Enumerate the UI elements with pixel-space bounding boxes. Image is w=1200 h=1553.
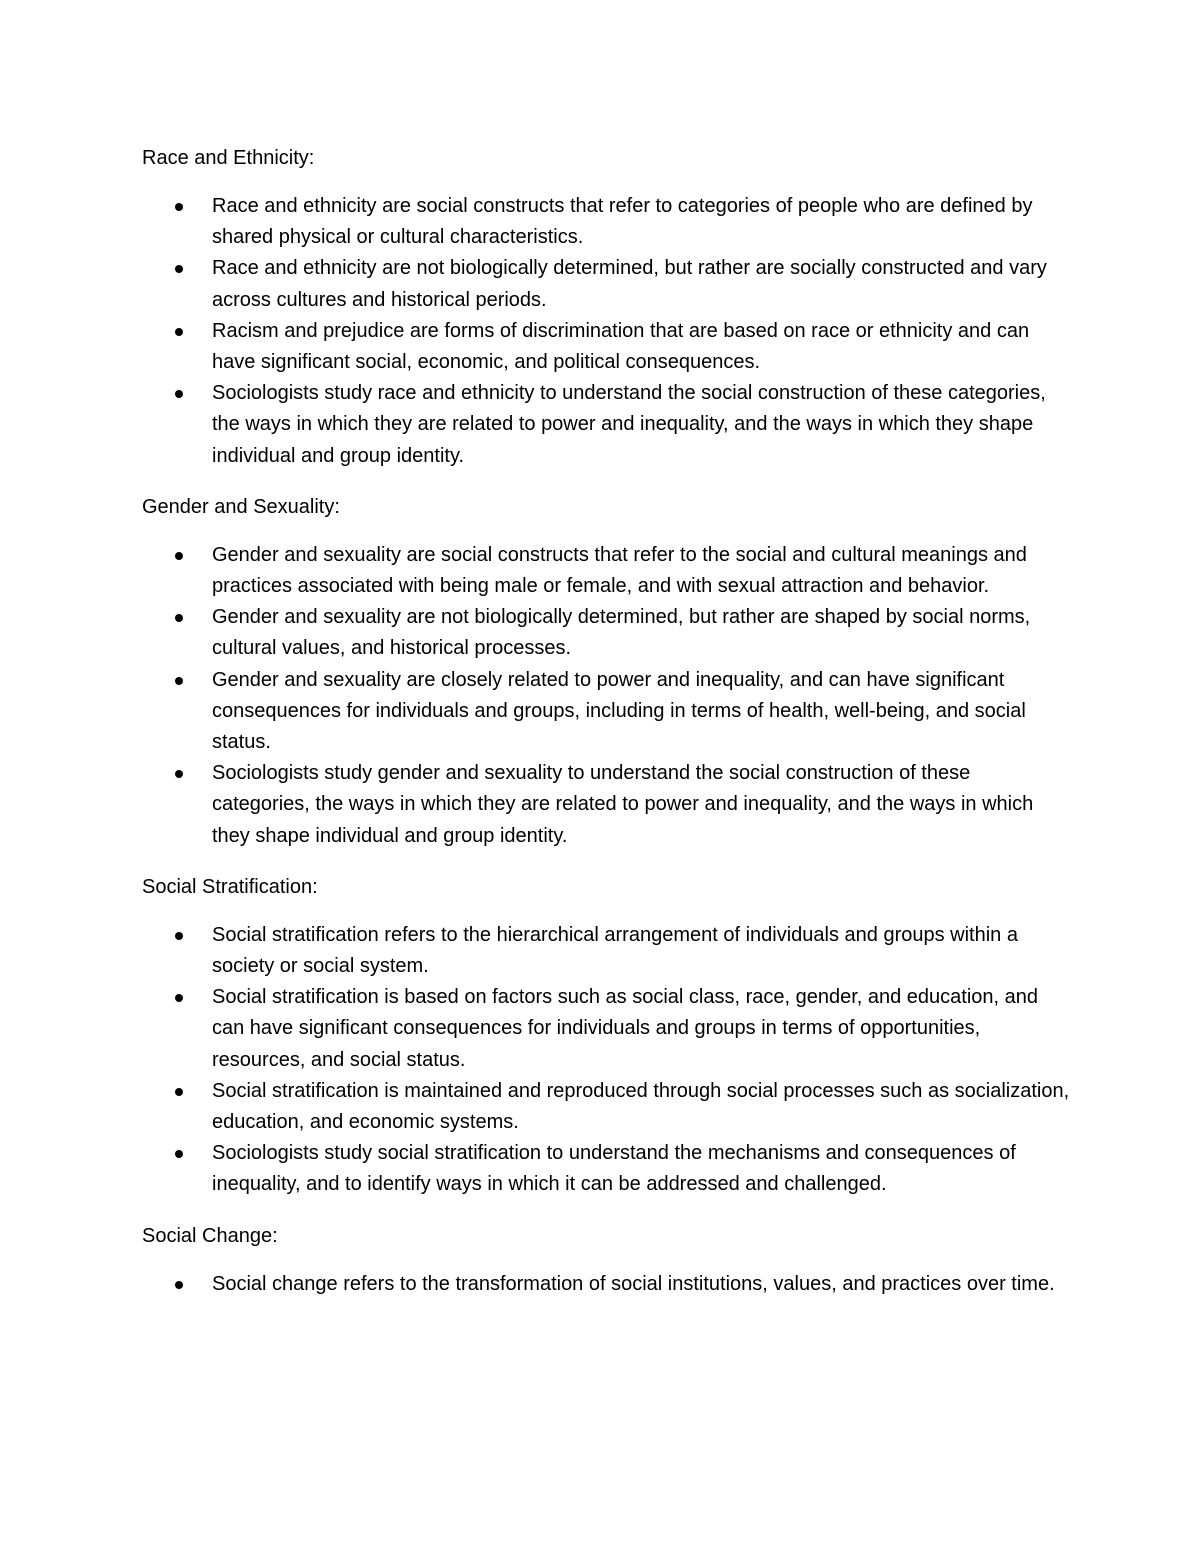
bullet-list — [142, 540, 1072, 852]
bullet-icon — [175, 390, 183, 398]
list-item — [142, 982, 1072, 1076]
bullet-icon — [175, 614, 183, 622]
bullet-icon — [175, 770, 183, 778]
section-heading: Social Stratification: — [142, 875, 318, 898]
bullet-icon — [175, 265, 183, 273]
list-item — [142, 920, 1072, 982]
bullet-icon — [175, 552, 183, 560]
section-social-stratification — [142, 872, 1072, 1201]
list-item — [142, 540, 1072, 602]
bullet-list — [142, 191, 1072, 472]
section-social-change — [142, 1221, 1072, 1300]
list-item — [142, 1138, 1072, 1200]
list-item-text: Gender and sexuality are closely related to power and inequality, and can have significant consequences for individuals and groups, including in terms of health, well-being, and social status. — [212, 668, 1026, 754]
section-heading: Race and Ethnicity: — [142, 147, 315, 169]
section-race-ethnicity — [142, 143, 1072, 472]
bullet-icon — [175, 1281, 183, 1289]
list-item — [142, 665, 1072, 759]
list-item — [142, 316, 1072, 378]
list-item-text: Social change refers to the transformation of social institutions, values, and practices over time. — [212, 1272, 1055, 1295]
bullet-icon — [175, 994, 183, 1002]
section-heading: Gender and Sexuality: — [142, 495, 340, 518]
list-item — [142, 602, 1072, 664]
bullet-icon — [175, 932, 183, 940]
bullet-list — [142, 1269, 1072, 1300]
list-item-text: Social stratification refers to the hierarchical arrangement of individuals and groups within a society or social system. — [212, 923, 1018, 978]
section-gender-sexuality — [142, 492, 1072, 852]
list-item — [142, 758, 1072, 852]
list-item-text: Social stratification is based on factors such as social class, race, gender, and education, and can have significant consequences for individuals and groups in terms of opportunities, resources, and social status. — [212, 986, 1039, 1071]
list-item-text: Race and ethnicity are social constructs that refer to categories of people who are defined by shared physical or cultural characteristics. — [212, 195, 1033, 249]
list-item — [142, 378, 1072, 472]
list-item-text: Sociologists study gender and sexuality to understand the social construction of these categories, the ways in which they are related to power and inequality, and the ways in which they shape individual and group identity. — [212, 762, 1034, 847]
bullet-icon — [175, 1150, 183, 1158]
bullet-icon — [175, 1088, 183, 1096]
list-item-text: Gender and sexuality are social constructs that refer to the social and cultural meanings and practices associated with being male or female, and with sexual attraction and behavior. — [212, 543, 1027, 598]
list-item-text: Sociologists study social stratification to understand the mechanisms and consequences of inequality, and to identify ways in which it can be addressed and challenged. — [212, 1142, 1016, 1196]
bullet-list — [142, 920, 1072, 1201]
list-item-text: Gender and sexuality are not biologically determined, but rather are shaped by social norms, cultural values, and historical processes. — [212, 606, 1031, 660]
list-item-text: Sociologists study race and ethnicity to understand the social construction of these categories, the ways in which they are related to power and inequality, and the ways in which they shape individual and group identity. — [212, 382, 1046, 467]
bullet-icon — [175, 677, 183, 685]
list-item — [142, 1076, 1072, 1138]
list-item-text: Race and ethnicity are not biologically determined, but rather are socially constructed and vary across cultures and historical periods. — [212, 257, 1047, 311]
document-body — [142, 143, 1072, 1320]
list-item — [142, 191, 1072, 253]
list-item-text: Racism and prejudice are forms of discrimination that are based on race or ethnicity and can have significant social, economic, and political consequences. — [212, 319, 1030, 374]
section-heading: Social Change: — [142, 1224, 278, 1247]
list-item-text: Social stratification is maintained and reproduced through social processes such as socialization, education, and economic systems. — [212, 1079, 1070, 1134]
list-item — [142, 1269, 1072, 1300]
bullet-icon — [175, 328, 183, 336]
bullet-icon — [175, 203, 183, 211]
list-item — [142, 253, 1072, 315]
